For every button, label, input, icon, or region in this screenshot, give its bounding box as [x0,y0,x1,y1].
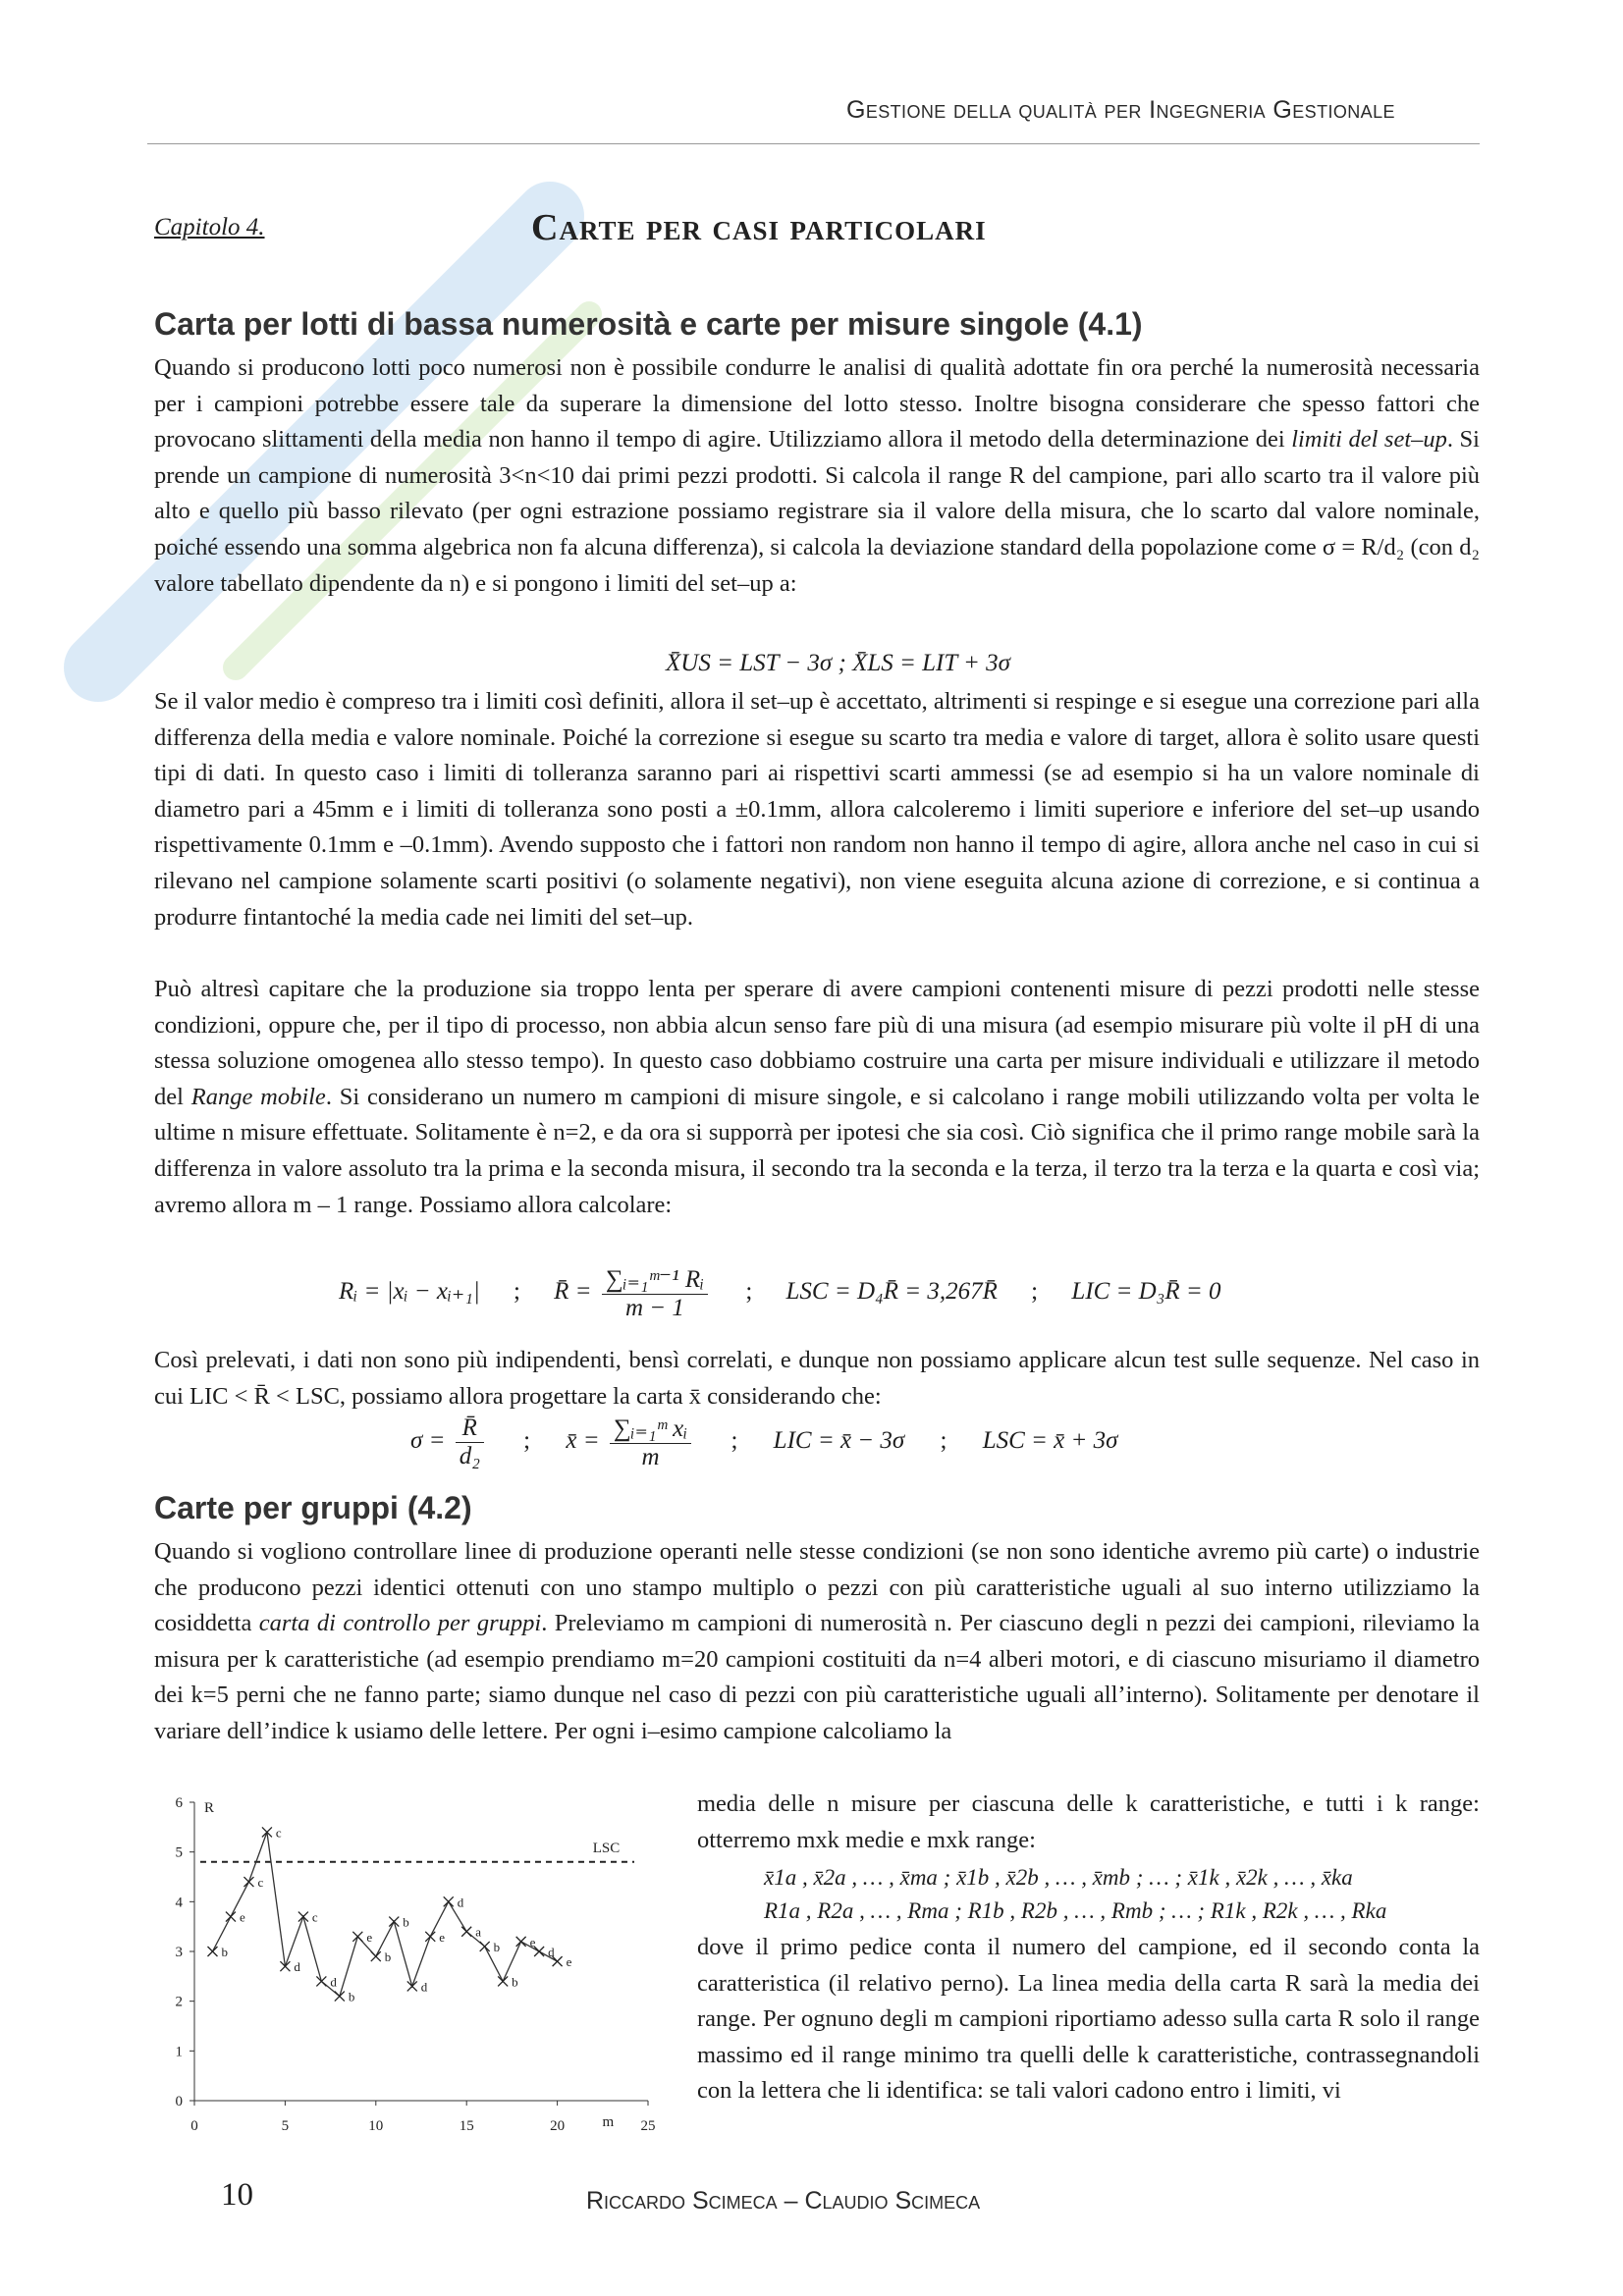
data-point-marker [498,1976,508,1986]
data-point-letter: c [257,1875,264,1891]
data-point-marker [516,1937,526,1947]
x-tick-label: 5 [281,2118,290,2134]
data-point-letter: b [348,1989,355,2004]
data-point-marker [207,1947,217,1956]
page-number: 10 [221,2177,253,2213]
formula-setup-limits: X̄US = LST − 3σ ; X̄LS = LIT + 3σ [666,650,1011,676]
formula-xbar-chart: σ = $\frac{R̄}{\text{d₂}}$ ; x̄ = $\frac{\text{∑ᵢ₌₁ᵐ xᵢ}}{m}$ ; LIC = x̄ − 3σ ; LSC = x̄ + 3σ [410,1415,1118,1470]
data-point-letter: b [403,1914,409,1930]
data-point-letter: c [275,1825,282,1841]
data-point-marker [461,1927,471,1937]
data-point-marker [243,1877,253,1887]
data-point-letter: e [239,1909,245,1925]
range-series-line [212,1832,557,1996]
y-tick-label: 1 [175,2044,183,2060]
data-point-letter: c [311,1909,318,1925]
section-4-1-paragraph-1: Quando si producono lotti poco numerosi non è possibile condurre le analisi di qualità adottate fin ora perché la numerosità necessaria per i campioni potrebbe essere tale da superare la dimensione del lotto stesso. Inoltre bisogna considerare che spesso fattori che provocano slittamenti della media non hanno il tempo di agire. Utilizziamo allora il metodo della determinazione dei limiti del set–up. Si prende un campione di numerosità 3<n<10 dai primi pezzi prodotti. Si calcola il range R del campione, pari allo scarto tra il valore più alto e quello più basso rilevato (per ogni estrazione possiamo registrare sia il valore della misura, che lo scarto dal valore nominale, poiché essendo una somma algebrica non fa alcuna differenza), si calcola la deviazione standard della popolazione come σ = R/d₂ (con d₂ valore tabellato dipendente da n) e si pongono i limiti del set–up a: [154,354,1480,597]
y-tick-label: 6 [175,1795,183,1811]
data-point-letter: d [294,1959,300,1975]
data-point-marker [407,1981,417,1991]
x-tick-label: 10 [368,2118,384,2134]
data-point-marker [298,1912,308,1922]
data-point-marker [480,1942,490,1951]
x-tick-label: 0 [190,2118,198,2134]
running-header: Gestione della qualità per Ingegneria Gestionale [846,96,1395,124]
data-point-letter: b [384,1949,392,1965]
data-point-marker [534,1947,544,1956]
x-tick-label: 20 [550,2118,566,2134]
y-tick-label: 3 [175,1945,183,1960]
x-tick-label: 15 [459,2118,474,2134]
section-heading-4-2: Carte per gruppi (4.2) [154,1490,472,1525]
data-point-letter: d [548,1945,555,1959]
data-point-letter: e [366,1929,373,1945]
data-point-marker [425,1932,435,1942]
y-tick-label: 0 [175,2094,183,2109]
data-point-marker [553,1956,563,1966]
data-point-letter: b [493,1939,501,1954]
y-tick-label: 2 [175,1994,183,2010]
section-4-1-paragraph-4: Così prelevati, i dati non sono più indipendenti, bensì correlati, e dunque non possiamo applicare alcun test sulle sequenze. Nel caso in cui LIC < R̄ < LSC, possiamo allora progettare la carta x̄ considerando che: [154,1347,1480,1410]
data-point-marker [389,1917,399,1927]
footer-authors: Riccardo Scimeca – Claudio Scimeca [586,2187,981,2215]
x-axis-label: m [602,2114,615,2130]
section-4-1-paragraph-3: Può altresì capitare che la produzione sia troppo lenta per sperare di avere campioni contenenti misure di pezzi prodotti nelle stesse condizioni, oppure che, per il tipo di processo, non abbia alcun senso fare più di una misura (ad esempio misurare più volte il pH di una stessa soluzione omogenea allo stesso tempo). In questo caso dobbiamo costruire una carta per misure individuali e utilizzare il metodo del Range mobile. Si considerano un numero m campioni di misure singole, e si calcolano i range mobili utilizzando volta per volta le ultime n misure effettuate. Solitamente è n=2, e da ora si supporrà per ipotesi che sia così. Ciò significa che il primo range mobile sarà la differenza in valore assoluto tra la prima e la seconda misura, il secondo tra la seconda e la terza, il terzo tra la terza e la quarta e così via; avremo allora m – 1 range. Possiamo allora calcolare: [154,976,1480,1218]
data-point-letter: e [566,1954,572,1970]
formula-ranges-sequence: R1a , R2a , … , Rma ; R1b , R2b , … , Rmb ; … ; R1k , R2k , … , Rka [764,1898,1387,1923]
lsc-label: LSC [592,1840,621,1856]
data-point-letter: e [529,1934,536,1949]
data-point-marker [226,1912,236,1922]
data-point-letter: d [420,1979,428,1995]
section-heading-4-1: Carta per lotti di bassa numerosità e carte per misure singole (4.1) [154,306,1143,342]
range-control-chart [147,1789,677,2152]
y-tick-label: 4 [175,1895,183,1911]
section-4-1-paragraph-2: Se il valor medio è compreso tra i limiti così definiti, allora il set–up è accettato, altrimenti si respinge e si esegue una correzione pari alla differenza della media e valore nominale. Poiché la correzione si esegue su scarto tra media e valore di target, allora è solito usare questi tipi di dati. In questo caso i limiti di tolleranza saranno pari ai rispettivi scarti ammessi (se ad esempio si ha un valore nominale di diametro pari a 45mm e i limiti di tolleranza sono posti a ±0.1mm, allora calcoleremo i limiti superiore e inferiore del set–up usando rispettivamente 0.1mm e –0.1mm). Avendo supposto che i fattori non random non hanno il tempo di agire, allora anche nel caso in cui si rilevano nel campione solamente scarti positivi (o solamente negativi), non viene eseguita alcuna azione di correzione, e si continua a produrre fintantoché la media cade nei limiti del set–up. [154,688,1480,931]
data-point-marker [371,1951,381,1961]
chapter-title: Carte per casi particolari [531,207,987,248]
y-tick-label: 5 [175,1844,183,1861]
data-point-letter: a [475,1924,481,1940]
y-axis-label: R [204,1800,215,1817]
data-point-letter: d [457,1895,464,1910]
section-4-2-paragraph-1: Quando si vogliono controllare linee di produzione operanti nelle stesse condizioni (se non sono identiche avremo più carte) o industrie che producono pezzi identici ottenuti con uno stampo multiplo o pezzi con più caratteristiche uguali al suo interno utilizziamo la cosiddetta carta di controllo per gruppi. Preleviamo m campioni di numerosità n. Per ciascuno degli n pezzi dei campioni, rileviamo la misura per k caratteristiche (ad esempio prendiamo m=20 campioni costituiti da n=4 alberi motori, e di ciascuno misuriamo il diametro dei k=5 perni che ne fanno parte; siamo dunque nel caso di pezzi con più caratteristiche uguali all’interno). Solitamente per denotare il variare dell’indice k usiamo delle lettere. Per ogni i–esimo campione calcoliamo la [154,1538,1481,1744]
data-point-letter: e [439,1929,446,1945]
formula-moving-range: Rᵢ = |xᵢ − xᵢ₊₁| ; R̄ = $\frac{\text{∑ᵢ₌₁ᵐ⁻¹ Rᵢ}}{m - 1}$ ; LSC = D₄R̄ = 3,267R̄ ; LIC = D₃R̄ = 0 [339,1266,1221,1321]
section-4-2-paragraph-2: media delle n misure per ciascuna delle k caratteristiche, e tutti i k range: otterremo mxk medie e mxk range: [697,1790,1480,1853]
data-point-marker [444,1896,454,1906]
header-divider [147,143,1480,144]
formula-means-sequence: x̄1a , x̄2a , … , x̄ma ; x̄1b , x̄2b , … , x̄mb ; … ; x̄1k , x̄2k , … , x̄ka [764,1865,1353,1890]
chapter-label: Capitolo 4. [154,214,265,240]
data-point-marker [352,1932,362,1942]
data-point-marker [316,1976,326,1986]
data-point-letter: b [221,1945,228,1959]
section-4-2-paragraph-3: dove il primo pedice conta il numero del campione, ed il secondo conta la caratteristica (il relativo perno). La linea media della carta R sarà la media dei range. Per ognuno degli m campioni riportiamo adesso sulla carta R solo il range massimo ed il range minimo tra quelli delle k caratteristiche, contrassegnandoli con la lettera che li identifica: se tali valori cadono entro i limiti, vi [697,1934,1480,2105]
data-point-marker [335,1992,345,2002]
x-tick-label: 25 [640,2118,656,2134]
data-point-letter: b [512,1974,518,1990]
data-point-letter: d [330,1974,337,1990]
